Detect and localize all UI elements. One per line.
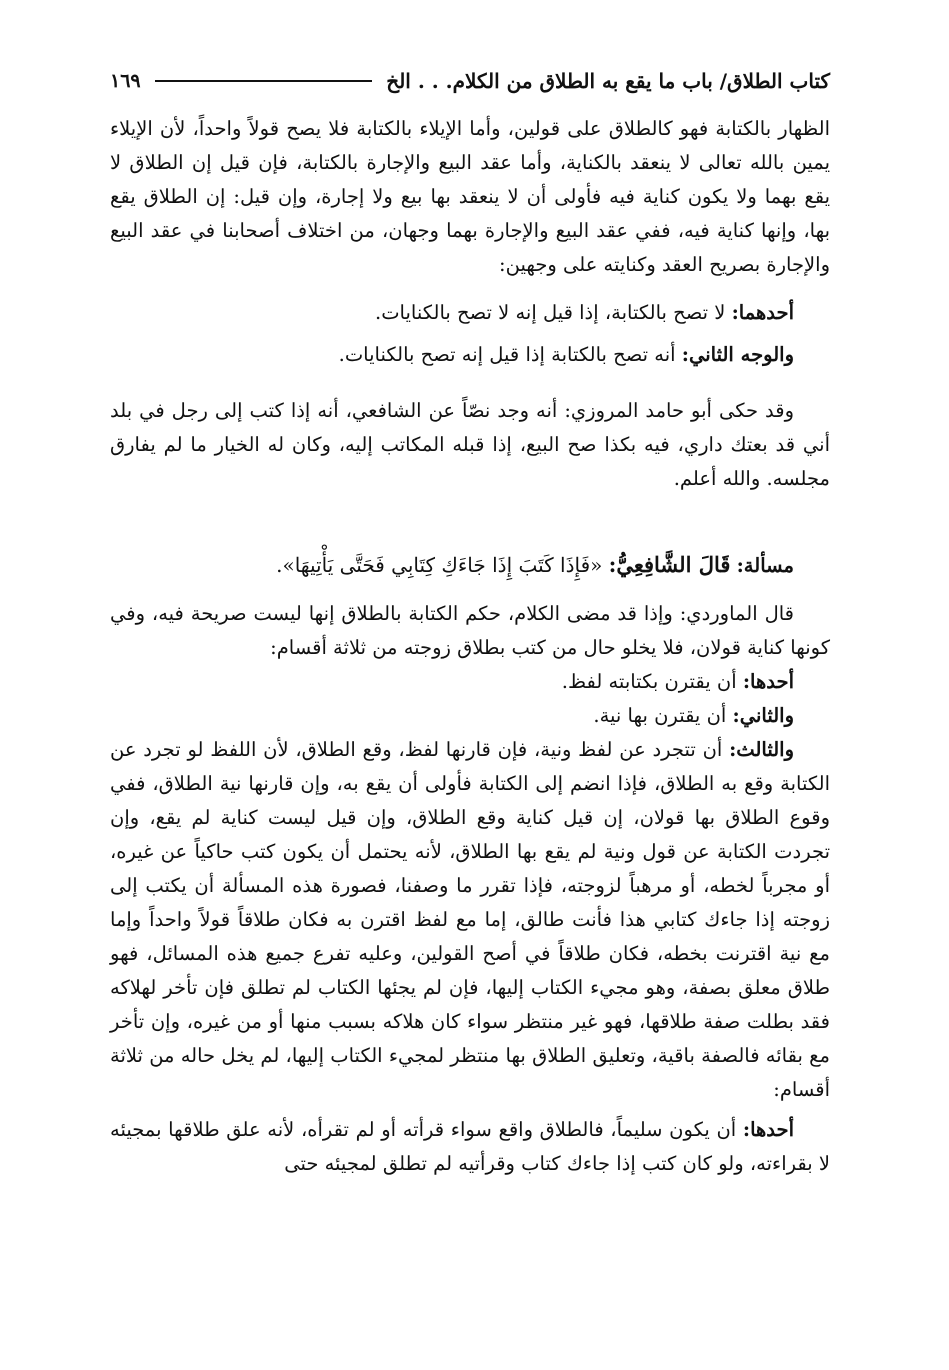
issue-heading xyxy=(110,548,830,583)
chapter-title: كتاب الطلاق/ باب ما يقع به الطلاق من الكلام. . . الخ xyxy=(386,69,830,93)
division-second xyxy=(110,699,830,733)
page-number: ١٦٩ xyxy=(110,70,141,92)
second-opinion-text: أنه تصح بالكتابة إذا قيل إنه تصح بالكنايات. xyxy=(338,343,676,366)
paragraph-intro: الظهار بالكتابة فهو كالطلاق على قولين، وأما الإيلاء بالكتابة فلا يصح قولاً واحداً، لأن الإيلاء يمين بالله تعالى لا ينعقد بالكناية، وأما عقد البيع والإجارة بالكتابة، فإن قيل إن الطلاق لا يقع بهما ولا يكون كناية فيه فأولى أن لا ينعقد بها بيع ولا إجارة، وإن قيل: إن الطلاق يقع بها، وإنها كناية فيه، ففي عقد البيع والإجارة بهما وجهان، من اختلاف أصحابنا في عقد البيع والإجارة بصريح العقد وكنايته على وجهين: xyxy=(110,117,830,276)
division-first-text: أن يقترن بكتابته لفظ. xyxy=(561,670,737,693)
division-third-label: والثالث: xyxy=(729,738,794,761)
issue-attribution: قَالَ الشَّافِعِيُّ: xyxy=(608,552,731,577)
division-third xyxy=(110,733,830,1107)
issue-label: مسألة: xyxy=(736,554,794,577)
case-first xyxy=(110,1113,830,1181)
running-header xyxy=(110,62,830,100)
first-opinion-text: لا تصح بالكتابة، إذا قيل إنه لا تصح بالكنايات. xyxy=(375,301,726,324)
paragraph-narration: وقد حكى أبو حامد المروزي: أنه وجد نصّاً عن الشافعي، أنه إذا كتب إلى رجل في بلد أني قد بعتك داري، فيه بكذا صح البيع، إذا قبله المكاتب إليه، وكان له الخيار ما لم يفارق مجلسه. والله أعلم. xyxy=(110,399,830,490)
second-opinion-label: والوجه الثاني: xyxy=(681,343,794,366)
paragraph-mawardi: قال الماوردي: وإذا قد مضى الكلام، حكم الكتابة بالطلاق إنها ليست صريحة فيه، وفي كونها كناية قولان، فلا يخلو حال من كتب بطلاق زوجته من ثلاثة أقسام: xyxy=(110,602,830,659)
first-opinion-label: أحدهما: xyxy=(731,301,794,324)
division-first-label: أحدها: xyxy=(742,670,794,693)
header-rule xyxy=(155,80,373,82)
division-second-label: والثاني: xyxy=(732,704,794,727)
first-opinion xyxy=(110,296,830,330)
division-third-text: أن تتجرد عن لفظ ونية، فإن قارنها لفظ، وقع الطلاق، لأن اللفظ لو تجرد عن الكتابة وقع به الطلاق، فإذا انضم إلى الكتابة فأولى أن يقع به، وإن قارنها نية الطلاق، ففي وقوع الطلاق بها قولان، إن قيل كناية وقع الطلاق، وإن قيل ليست كناية لم يقع، وإن تجردت الكتابة عن قول ونية لم يقع بها الطلاق، لأنه يحتمل أن يكون كتب حاكياً عن غيره، أو مجرباً لخطه، أو مرهباً لزوجته، فإذا تقرر ما وصفنا، فصورة هذه المسألة أن يكتب إلى زوجته إذا جاءك كتابي هذا فأنت طالق، إما مع لفظ اقترن به فكان طلاقاً قولاً واحداً وإما مع نية اقترنت بخطه، فكان طلاقاً في أصح القولين، وعليه تفرع جميع هذه المسائل، فهو طلاق معلق بصفة، وهو مجيء الكتاب إليها، فإن لم يجئها الكتاب لم تطلق فإن تأخر لهلاكه فقد بطلت صفة طلاقها، فهو غير منتظر سواء كان هلاكه بسبب منها أو من غيره، وإن تأخر مع بقائه فالصفة باقية، وتعليق الطلاق بها منتظر لمجيء الكتاب إليها، لم يخل حاله من ثلاثة أقسام: xyxy=(110,738,830,1101)
division-first xyxy=(110,665,830,699)
division-second-text: أن يقترن بها نية. xyxy=(593,704,727,727)
book-page xyxy=(110,62,830,1181)
case-first-label: أحدها: xyxy=(742,1118,795,1141)
case-first-text: أن يكون سليماً، فالطلاق واقع سواء قرأته أو لم تقرأه، لأنه علق طلاقها بمجيئه لا بقراءته، ولو كان كتب إذا جاءك كتاب وقرأتيه لم تطلق لمجيئه حتى xyxy=(110,1118,830,1175)
second-opinion xyxy=(110,338,830,372)
issue-quote: «فَإِذَا كَتَبَ إِذَا جَاءَكِ كِتَابِي فَحَتَّى يَأْتِيهَا». xyxy=(276,553,603,577)
